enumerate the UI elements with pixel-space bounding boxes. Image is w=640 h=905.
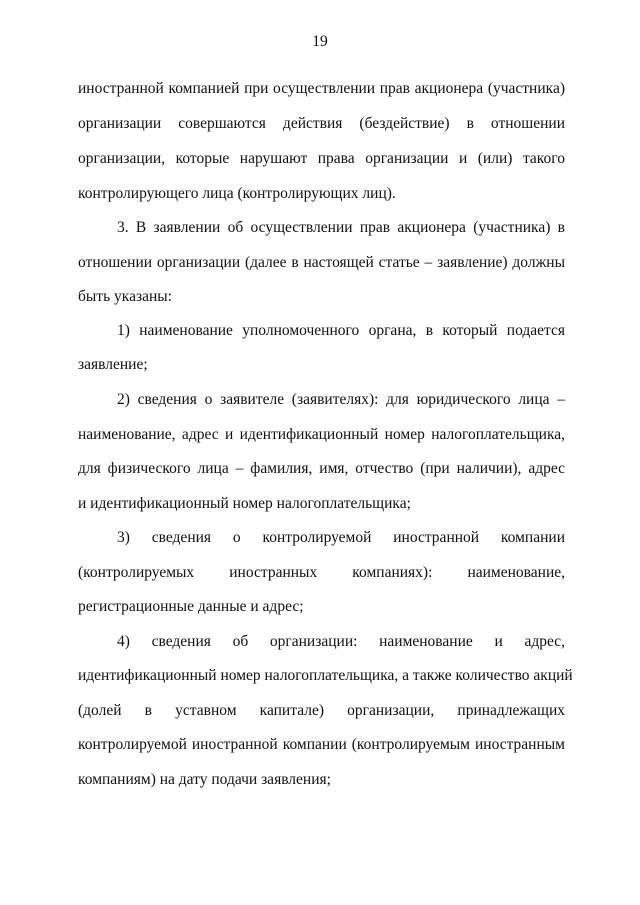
text-line: иностранной компанией при осуществлении прав акционера (участника) xyxy=(78,80,565,97)
text-line: регистрационные данные и адрес; xyxy=(78,598,304,615)
text-line: (контролируемых иностранных компаниях): наименование, xyxy=(78,564,565,581)
text-line: контролируемой иностранной компании (контролируемым иностранным xyxy=(78,736,565,753)
text-line: контролирующего лица (контролирующих лиц). xyxy=(78,185,396,202)
text-line: организации совершаются действия (бездействие) в отношении xyxy=(78,115,565,132)
text-line: 3) сведения о контролируемой иностранной компании xyxy=(117,529,565,546)
page-number: 19 xyxy=(312,33,328,50)
text-line: для физического лица – фамилия, имя, отчество (при наличии), адрес xyxy=(78,460,565,477)
text-line: организации, которые нарушают права организации и (или) такого xyxy=(78,150,565,167)
text-line: наименование, адрес и идентификационный номер налогоплательщика, xyxy=(78,426,565,443)
text-line: отношении организации (далее в настоящей статье – заявление) должны xyxy=(78,254,565,271)
text-line: 4) сведения об организации: наименование и адрес, xyxy=(117,633,565,650)
text-line: быть указаны: xyxy=(78,288,172,305)
text-line: заявление; xyxy=(78,356,148,373)
text-line: 3. В заявлении об осуществлении прав акционера (участника) в xyxy=(117,219,565,236)
text-line: и идентификационный номер налогоплательщика; xyxy=(78,495,411,512)
text-line: 2) сведения о заявителе (заявителях): для юридического лица – xyxy=(117,391,565,408)
text-line: компаниям) на дату подачи заявления; xyxy=(78,771,331,788)
text-line: 1) наименование уполномоченного органа, в который подается xyxy=(117,322,565,339)
text-line: (долей в уставном капитале) организации, принадлежащих xyxy=(78,702,565,719)
text-line: идентификационный номер налогоплательщика, а также количество акций xyxy=(78,667,573,684)
